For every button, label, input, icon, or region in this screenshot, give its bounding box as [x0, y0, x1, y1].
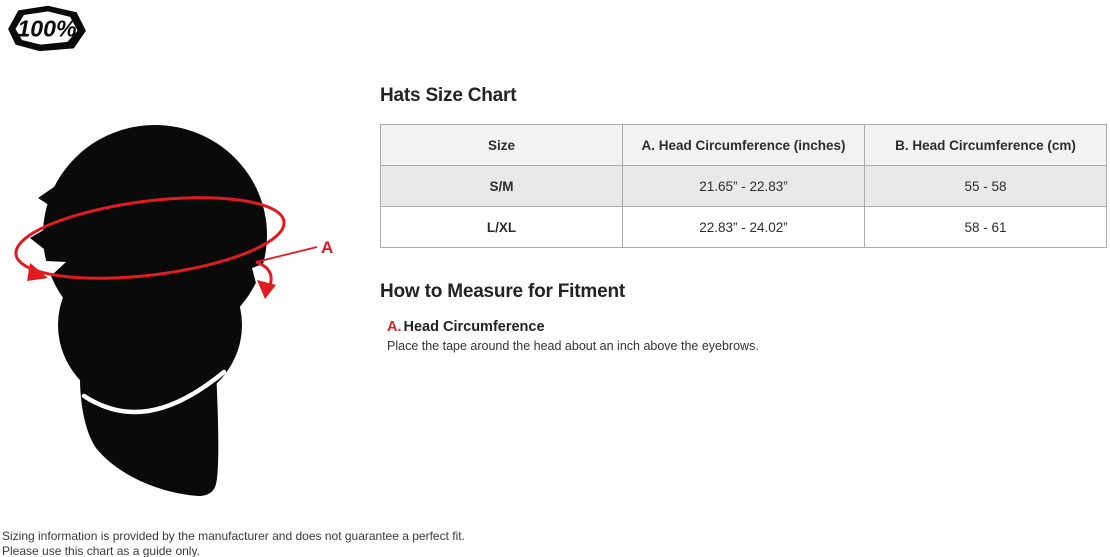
head-diagram-svg [0, 110, 360, 510]
cell-cm: 58 - 61 [865, 207, 1107, 248]
head-measurement-diagram [0, 110, 360, 510]
head-silhouette [30, 125, 267, 496]
table-row [381, 166, 1107, 207]
header-cell-size: Size [381, 125, 623, 166]
fitment-title: How to Measure for Fitment [380, 281, 625, 302]
header-cell-inches: A. Head Circumference (inches) [623, 125, 865, 166]
cell-size: S/M [381, 166, 623, 207]
logo-text: 100% [17, 15, 77, 42]
header-cell-cm: B. Head Circumference (cm) [865, 125, 1107, 166]
brand-logo [5, 3, 89, 53]
size-chart-table [380, 124, 1107, 248]
measurement-description: Place the tape around the head about an inch above the eyebrows. [387, 339, 759, 353]
size-chart-title: Hats Size Chart [380, 85, 517, 106]
pointer-label-a: A [321, 238, 334, 257]
table-header-row [381, 125, 1107, 166]
cell-inches: 21.65” - 22.83” [623, 166, 865, 207]
measurement-label: Head Circumference [403, 319, 545, 335]
cell-cm: 55 - 58 [865, 166, 1107, 207]
measurement-heading [387, 319, 1107, 335]
size-chart-section [380, 85, 1107, 353]
measurement-item [387, 319, 1107, 353]
disclaimer [2, 529, 465, 557]
disclaimer-line-2: Please use this chart as a guide only. [2, 543, 200, 557]
logo-badge [5, 3, 89, 53]
cell-size: L/XL [381, 207, 623, 248]
cell-inches: 22.83” - 24.02” [623, 207, 865, 248]
measurement-letter: A. [387, 319, 402, 335]
disclaimer-line-1: Sizing information is provided by the manufacturer and does not guarantee a perfect fit. [2, 529, 465, 543]
table-row [381, 207, 1107, 248]
